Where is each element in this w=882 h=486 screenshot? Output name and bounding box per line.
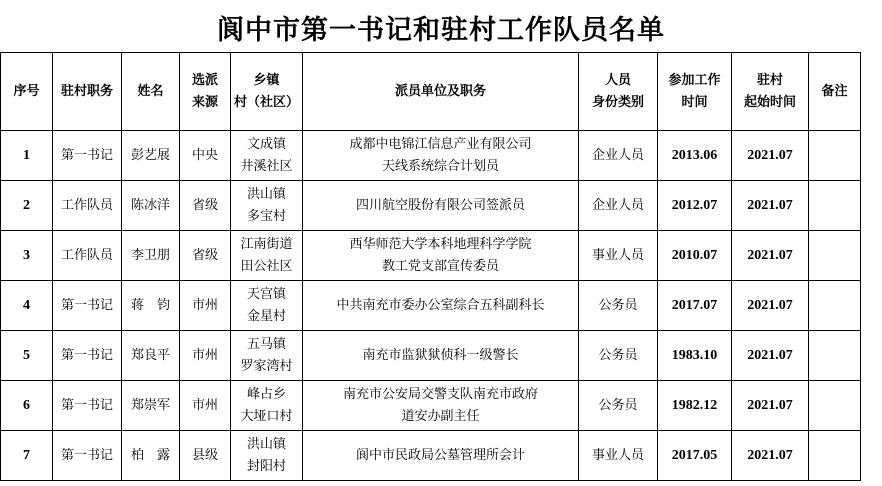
- cell-work-start: 1982.12: [658, 381, 732, 431]
- cell-station-start: 2021.07: [732, 231, 809, 281]
- cell-source: 县级: [180, 431, 231, 481]
- cell-village: [231, 131, 303, 181]
- cell-role: 工作队员: [53, 181, 122, 231]
- cell-name: 郑崇军: [122, 381, 180, 431]
- header-index: 序号: [1, 53, 53, 131]
- cell-unit-line1: 南充市监狱狱侦科一级警长: [362, 347, 519, 363]
- header-identity: [579, 53, 658, 131]
- header-unit: 派员单位及职务: [303, 53, 579, 131]
- header-village-line2: 村（社区）: [233, 94, 299, 110]
- cell-notes: [809, 181, 861, 231]
- cell-village-name: 多宝村: [246, 208, 286, 224]
- cell-index: 3: [1, 231, 53, 281]
- header-source-line2: 来源: [191, 94, 218, 110]
- cell-village-name: 罗家湾村: [240, 358, 293, 374]
- table-row: [1, 131, 861, 181]
- cell-unit-line1: 中共南充市委办公室综合五科副科长: [336, 297, 545, 313]
- cell-unit: [303, 231, 579, 281]
- cell-name: 李卫朋: [122, 231, 180, 281]
- table-header-row: [1, 53, 861, 131]
- roster-table: [0, 52, 861, 481]
- header-station-start-line2: 起始时间: [743, 94, 796, 110]
- cell-source: 中央: [180, 131, 231, 181]
- header-identity-line1: 人员: [604, 72, 631, 88]
- table-row: [1, 331, 861, 381]
- cell-work-start: 2012.07: [658, 181, 732, 231]
- cell-index: 5: [1, 331, 53, 381]
- cell-identity: 企业人员: [579, 181, 658, 231]
- cell-unit-line1: 四川航空股份有限公司签派员: [355, 197, 525, 213]
- cell-unit-line1: 南充市公安局交警支队南充市政府: [342, 386, 538, 402]
- table-row: [1, 231, 861, 281]
- cell-name: 陈冰洋: [122, 181, 180, 231]
- cell-notes: [809, 131, 861, 181]
- cell-town: 洪山镇: [246, 436, 286, 452]
- cell-unit-line1: 成都中电锦江信息产业有限公司: [349, 136, 532, 152]
- cell-name: 彭艺展: [122, 131, 180, 181]
- table-row: [1, 381, 861, 431]
- page-title: 阆中市第一书记和驻村工作队员名单: [217, 15, 665, 46]
- cell-station-start: 2021.07: [732, 331, 809, 381]
- cell-index: 7: [1, 431, 53, 481]
- header-station-start: [732, 53, 809, 131]
- cell-role: 第一书记: [53, 331, 122, 381]
- cell-town: 文成镇: [246, 136, 286, 152]
- cell-work-start: 1983.10: [658, 331, 732, 381]
- cell-village-name: 封阳村: [246, 458, 286, 474]
- cell-index: 4: [1, 281, 53, 331]
- table-row: [1, 431, 861, 481]
- cell-village-name: 大垭口村: [240, 408, 293, 424]
- cell-identity: 事业人员: [579, 431, 658, 481]
- header-work-start-line2: 时间: [681, 94, 708, 110]
- cell-station-start: 2021.07: [732, 281, 809, 331]
- cell-village: [231, 331, 303, 381]
- cell-name: 柏 露: [122, 431, 180, 481]
- header-village: [231, 53, 303, 131]
- cell-village-name: 金星村: [246, 308, 286, 324]
- header-source: [180, 53, 231, 131]
- cell-village: [231, 431, 303, 481]
- cell-work-start: 2010.07: [658, 231, 732, 281]
- cell-name: 郑良平: [122, 331, 180, 381]
- cell-role: 第一书记: [53, 431, 122, 481]
- cell-village: [231, 281, 303, 331]
- header-notes: 备注: [809, 53, 861, 131]
- cell-notes: [809, 381, 861, 431]
- cell-unit: [303, 131, 579, 181]
- cell-identity: 事业人员: [579, 231, 658, 281]
- header-identity-line2: 身份类别: [591, 94, 644, 110]
- cell-unit-line1: 西华师范大学本科地理科学学院: [349, 236, 532, 252]
- cell-town: 洪山镇: [246, 186, 286, 202]
- cell-name: 蒋 钧: [122, 281, 180, 331]
- cell-station-start: 2021.07: [732, 131, 809, 181]
- cell-unit: [303, 431, 579, 481]
- cell-unit: [303, 181, 579, 231]
- cell-identity: 企业人员: [579, 131, 658, 181]
- cell-role: 第一书记: [53, 131, 122, 181]
- cell-station-start: 2021.07: [732, 181, 809, 231]
- cell-village: [231, 231, 303, 281]
- cell-village: [231, 181, 303, 231]
- cell-index: 2: [1, 181, 53, 231]
- cell-town: 江南街道: [240, 236, 293, 252]
- cell-unit-line2: 教工党支部宣传委员: [381, 258, 499, 274]
- cell-unit-line2: 天线系统综合计划员: [381, 158, 499, 174]
- cell-role: 工作队员: [53, 231, 122, 281]
- table-row: [1, 181, 861, 231]
- cell-source: 省级: [180, 231, 231, 281]
- cell-source: 市州: [180, 331, 231, 381]
- header-name: 姓名: [122, 53, 180, 131]
- cell-role: 第一书记: [53, 281, 122, 331]
- header-station-start-line1: 驻村: [756, 72, 783, 88]
- cell-identity: 公务员: [579, 381, 658, 431]
- cell-work-start: 2017.05: [658, 431, 732, 481]
- cell-notes: [809, 331, 861, 381]
- cell-station-start: 2021.07: [732, 431, 809, 481]
- cell-village-name: 田公社区: [240, 258, 293, 274]
- cell-source: 市州: [180, 281, 231, 331]
- header-source-line1: 选派: [191, 72, 218, 88]
- cell-town: 峰占乡: [246, 386, 286, 402]
- cell-village: [231, 381, 303, 431]
- cell-identity: 公务员: [579, 281, 658, 331]
- cell-work-start: 2013.06: [658, 131, 732, 181]
- cell-town: 天宫镇: [246, 286, 286, 302]
- cell-unit: [303, 381, 579, 431]
- cell-work-start: 2017.07: [658, 281, 732, 331]
- cell-notes: [809, 231, 861, 281]
- table-row: [1, 281, 861, 331]
- cell-unit: [303, 331, 579, 381]
- cell-identity: 公务员: [579, 331, 658, 381]
- cell-source: 省级: [180, 181, 231, 231]
- header-village-line1: 乡镇: [253, 72, 280, 88]
- cell-village-name: 井溪社区: [240, 158, 293, 174]
- cell-source: 市州: [180, 381, 231, 431]
- cell-station-start: 2021.07: [732, 381, 809, 431]
- cell-notes: [809, 281, 861, 331]
- cell-unit: [303, 281, 579, 331]
- header-work-start: [658, 53, 732, 131]
- header-work-start-line1: 参加工作: [668, 72, 721, 88]
- cell-unit-line1: 阆中市民政局公墓管理所会计: [355, 447, 525, 463]
- cell-index: 1: [1, 131, 53, 181]
- cell-role: 第一书记: [53, 381, 122, 431]
- cell-index: 6: [1, 381, 53, 431]
- cell-unit-line2: 道安办副主任: [401, 408, 480, 424]
- header-role: 驻村职务: [53, 53, 122, 131]
- cell-notes: [809, 431, 861, 481]
- cell-town: 五马镇: [246, 336, 286, 352]
